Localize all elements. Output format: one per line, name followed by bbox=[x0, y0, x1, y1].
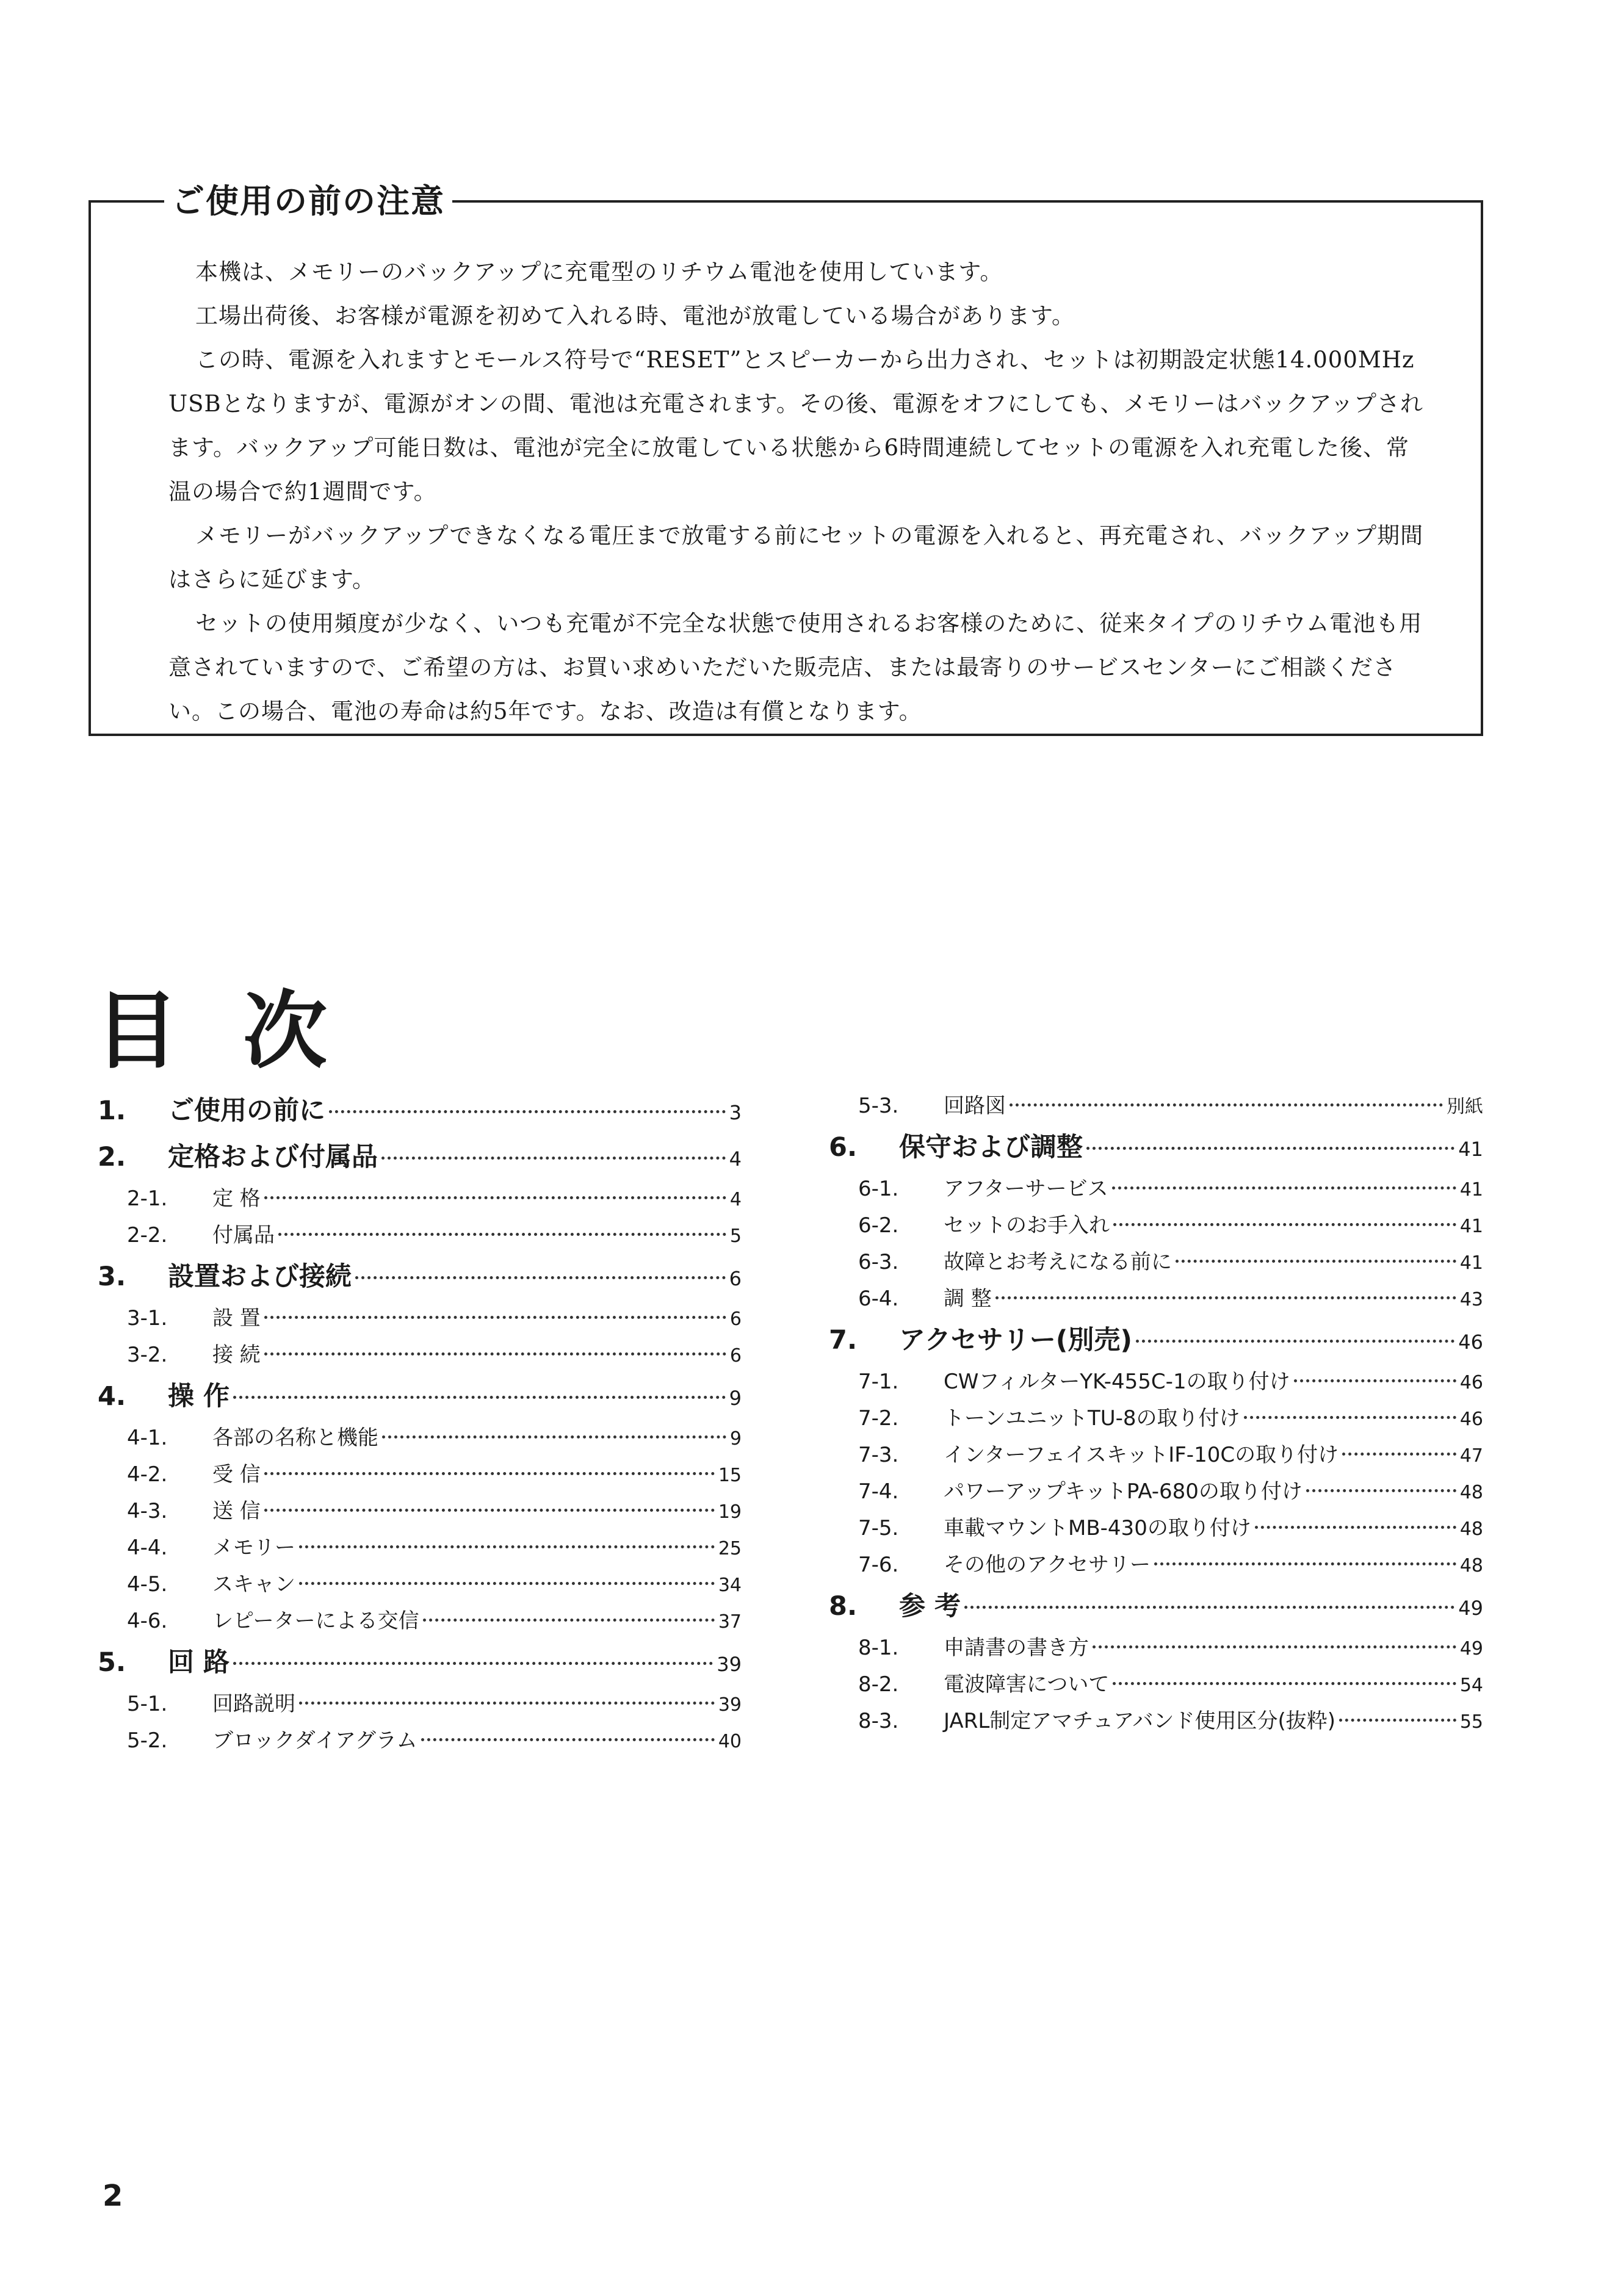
toc-entry-number: 4-2. bbox=[127, 1462, 168, 1487]
toc-leader-dots bbox=[964, 1606, 1454, 1609]
toc-entry-number: 4-4. bbox=[127, 1536, 168, 1560]
toc-entry-number: 8-2. bbox=[858, 1672, 899, 1697]
toc-entry[interactable] bbox=[829, 1244, 1483, 1280]
toc-entry-label: パワーアップキットPA-680の取り付け bbox=[944, 1479, 1302, 1504]
toc-entry-number: 6-1. bbox=[858, 1177, 899, 1201]
toc-entry[interactable] bbox=[98, 1420, 742, 1456]
toc-entry-page: 40 bbox=[718, 1731, 742, 1752]
toc-leader-dots bbox=[423, 1619, 715, 1622]
toc-entry[interactable] bbox=[98, 1529, 742, 1566]
toc-leader-dots bbox=[1136, 1340, 1454, 1343]
toc-entry[interactable] bbox=[98, 1217, 742, 1254]
toc-entry-number: 3-2. bbox=[127, 1343, 168, 1367]
toc-leader-dots bbox=[299, 1582, 715, 1585]
toc-entry-page: 9 bbox=[729, 1428, 742, 1449]
toc-entry-label: レピーターによる交信 bbox=[212, 1609, 419, 1633]
toc-entry-label: 定 格 bbox=[212, 1186, 261, 1211]
toc-entry-label: 設置および接続 bbox=[168, 1262, 352, 1292]
toc-leader-dots bbox=[1244, 1416, 1456, 1419]
toc-leader-dots bbox=[233, 1662, 713, 1665]
notice-paragraph: セットの使用頻度が少なく、いつも充電が不完全な状態で使用されるお客様のために、従来タイプのリチウム電池も用意されていますので、ご希望の方は、お買い求めいただいた販売店、または最寄りのサービスセンターにご相談ください。この場合、電池の寿命は約5年です。なお、改造は有償となります。 bbox=[168, 610, 1423, 724]
page-number: 2 bbox=[103, 2179, 123, 2213]
notice-paragraph: 本機は、メモリーのバックアップに充電型のリチウム電池を使用しています。 bbox=[195, 259, 1003, 285]
toc-leader-dots bbox=[1086, 1147, 1454, 1150]
toc-entry-page: 6 bbox=[729, 1267, 742, 1290]
toc-title: 目次 bbox=[95, 982, 392, 1080]
toc-entry[interactable] bbox=[829, 1400, 1483, 1437]
toc-entry[interactable] bbox=[98, 1300, 742, 1337]
toc-leader-dots bbox=[233, 1396, 726, 1399]
toc-entry-page: 4 bbox=[729, 1147, 742, 1171]
toc-leader-dots bbox=[1113, 1223, 1456, 1226]
toc-entry-label: ご使用の前に bbox=[168, 1096, 325, 1126]
toc-entry-page: 4 bbox=[729, 1189, 742, 1210]
toc-entry[interactable] bbox=[829, 1171, 1483, 1207]
toc-entry-page: 49 bbox=[1458, 1597, 1483, 1620]
toc-entry[interactable] bbox=[98, 1134, 742, 1180]
toc-leader-dots bbox=[421, 1738, 715, 1741]
toc-entry[interactable] bbox=[829, 1547, 1483, 1583]
toc-entry[interactable] bbox=[98, 1603, 742, 1639]
toc-entry[interactable] bbox=[829, 1088, 1483, 1124]
toc-entry-page: 19 bbox=[718, 1501, 742, 1523]
toc-entry-number: 4-1. bbox=[127, 1426, 168, 1450]
toc-entry-page: 15 bbox=[718, 1465, 742, 1486]
toc-entry-label: 車載マウントMB-430の取り付け bbox=[944, 1516, 1251, 1540]
toc-entry-page: 25 bbox=[718, 1538, 742, 1559]
toc-entry-label: JARL制定アマチュアバンド使用区分(抜粋) bbox=[944, 1709, 1336, 1733]
toc-leader-dots bbox=[329, 1110, 726, 1113]
toc-entry-label: 回路説明 bbox=[212, 1692, 295, 1716]
toc-entry-label: その他のアクセサリー bbox=[944, 1553, 1151, 1577]
toc-entry[interactable] bbox=[829, 1317, 1483, 1363]
toc-entry-label: 受 信 bbox=[212, 1462, 261, 1487]
toc-entry[interactable] bbox=[829, 1583, 1483, 1630]
toc-entry-page: 39 bbox=[717, 1653, 742, 1676]
toc-entry-number: 6-3. bbox=[858, 1250, 899, 1274]
toc-entry-page: 6 bbox=[729, 1345, 742, 1366]
toc-leader-dots bbox=[1339, 1719, 1456, 1722]
toc-leader-dots bbox=[1306, 1489, 1456, 1492]
toc-entry-label: 設 置 bbox=[212, 1306, 261, 1330]
toc-entry-page: 9 bbox=[729, 1387, 742, 1410]
toc-entry[interactable] bbox=[98, 1566, 742, 1603]
toc-entry-label: スキャン bbox=[212, 1572, 295, 1597]
toc-entry-label: メモリー bbox=[212, 1536, 295, 1560]
toc-leader-dots bbox=[1093, 1645, 1456, 1648]
toc-entry-page: 48 bbox=[1459, 1555, 1483, 1576]
toc-entry-number: 5-2. bbox=[127, 1728, 168, 1753]
toc-entry[interactable] bbox=[829, 1510, 1483, 1547]
toc-entry-page: 6 bbox=[729, 1309, 742, 1330]
toc-entry-page: 3 bbox=[729, 1101, 742, 1124]
toc-entry-number: 6-4. bbox=[858, 1287, 899, 1311]
toc-entry-page: 48 bbox=[1459, 1518, 1483, 1540]
toc-entry-label: 定格および付属品 bbox=[168, 1142, 378, 1172]
toc-entry[interactable] bbox=[98, 1493, 742, 1529]
toc-entry-number: 6. bbox=[829, 1132, 858, 1163]
toc-entry-number: 7-6. bbox=[858, 1553, 899, 1577]
toc-entry-label: 回 路 bbox=[168, 1647, 229, 1678]
toc-entry-number: 7-2. bbox=[858, 1406, 899, 1431]
toc-entry[interactable] bbox=[98, 1180, 742, 1217]
toc-entry-label: 各部の名称と機能 bbox=[212, 1426, 378, 1450]
notice-paragraph: メモリーがバックアップできなくなる電圧まで放電する前にセットの電源を入れると、再充電され、バックアップ期間はさらに延びます。 bbox=[168, 522, 1424, 593]
toc-entry-page: 43 bbox=[1459, 1289, 1483, 1310]
toc-entry-page: 41 bbox=[1458, 1138, 1483, 1161]
toc-entry-label: トーンユニットTU-8の取り付け bbox=[944, 1406, 1240, 1431]
toc-entry-page: 37 bbox=[718, 1611, 742, 1633]
toc-entry-label: 付属品 bbox=[212, 1223, 275, 1247]
toc-leader-dots bbox=[264, 1509, 715, 1512]
toc-entry-number: 4-6. bbox=[127, 1609, 168, 1633]
toc-entry-label: 回路図 bbox=[944, 1094, 1006, 1118]
toc-entry-number: 6-2. bbox=[858, 1213, 899, 1238]
toc-column-right bbox=[829, 1088, 1483, 1739]
toc-leader-dots bbox=[995, 1296, 1456, 1299]
toc-entry-page: 34 bbox=[718, 1575, 742, 1596]
toc-entry-label: 接 続 bbox=[212, 1343, 261, 1367]
toc-entry-number: 4-5. bbox=[127, 1572, 168, 1597]
toc-entry[interactable] bbox=[829, 1630, 1483, 1666]
toc-entry[interactable] bbox=[829, 1703, 1483, 1739]
toc-leader-dots bbox=[1154, 1562, 1456, 1565]
toc-entry-page: 5 bbox=[729, 1226, 742, 1247]
toc-entry-number: 7-1. bbox=[858, 1370, 899, 1394]
toc-entry[interactable] bbox=[98, 1088, 742, 1134]
toc-entry-label: 送 信 bbox=[212, 1499, 261, 1523]
toc-leader-dots bbox=[1294, 1379, 1456, 1382]
toc-entry[interactable] bbox=[829, 1280, 1483, 1317]
toc-entry[interactable] bbox=[829, 1124, 1483, 1171]
toc-entry-number: 8. bbox=[829, 1591, 858, 1622]
toc-entry-page: 48 bbox=[1459, 1482, 1483, 1503]
toc-entry-page: 46 bbox=[1459, 1372, 1483, 1393]
notice-paragraph: この時、電源を入れますとモールス符号で“RESET”とスピーカーから出力され、セットは初期設定状態14.000MHz USBとなりますが、電源がオンの間、電池は充電されます。その後、電源をオフにしても、メモリーはバックアップされます。バックアップ可能日数は、電池が完全に放電している状態から6時間連続してセットの電源を入れ充電した後、常温の場合で約1週間です。 bbox=[168, 347, 1424, 505]
toc-leader-dots bbox=[299, 1702, 715, 1705]
toc-entry-page: 39 bbox=[718, 1694, 742, 1716]
toc-entry-page: 41 bbox=[1459, 1179, 1483, 1200]
toc-entry-page: 46 bbox=[1459, 1409, 1483, 1430]
toc-entry-label: 故障とお考えになる前に bbox=[944, 1250, 1172, 1274]
toc-entry[interactable] bbox=[98, 1456, 742, 1493]
toc-column-left bbox=[98, 1088, 742, 1759]
notice-title: ご使用の前の注意 bbox=[164, 178, 452, 225]
toc-leader-dots bbox=[1112, 1186, 1456, 1190]
toc-entry-page: 46 bbox=[1458, 1330, 1483, 1354]
toc-entry-number: 7-5. bbox=[858, 1516, 899, 1540]
toc-leader-dots bbox=[1342, 1453, 1456, 1456]
toc-entry-label: 保守および調整 bbox=[899, 1132, 1083, 1163]
toc-leader-dots bbox=[1010, 1103, 1443, 1106]
toc-leader-dots bbox=[278, 1233, 726, 1236]
toc-entry[interactable] bbox=[98, 1686, 742, 1722]
toc-entry-page: 41 bbox=[1459, 1252, 1483, 1274]
toc-entry-label: 操 作 bbox=[168, 1381, 229, 1412]
toc-entry-number: 3-1. bbox=[127, 1306, 168, 1330]
toc-entry-label: ブロックダイアグラム bbox=[212, 1728, 417, 1753]
toc-leader-dots bbox=[382, 1435, 726, 1439]
toc-entry-label: 電波障害について bbox=[944, 1672, 1110, 1697]
toc-entry-number: 1. bbox=[98, 1096, 126, 1126]
toc-entry-number: 7. bbox=[829, 1325, 858, 1356]
toc-entry[interactable] bbox=[98, 1337, 742, 1373]
toc-entry-label: 申請書の書き方 bbox=[944, 1636, 1089, 1660]
toc-entry-number: 5-1. bbox=[127, 1692, 168, 1716]
toc-entry-number: 5-3. bbox=[858, 1094, 899, 1118]
toc-entry-page: 54 bbox=[1459, 1675, 1483, 1696]
toc-entry-label: 調 整 bbox=[944, 1287, 992, 1311]
toc-leader-dots bbox=[1176, 1260, 1456, 1263]
toc-entry[interactable] bbox=[829, 1207, 1483, 1244]
toc-entry-number: 8-3. bbox=[858, 1709, 899, 1733]
toc-entry[interactable] bbox=[98, 1254, 742, 1300]
toc-entry-number: 4. bbox=[98, 1381, 126, 1412]
toc-entry-number: 8-1. bbox=[858, 1636, 899, 1660]
toc-leader-dots bbox=[1255, 1526, 1456, 1529]
toc-leader-dots bbox=[381, 1157, 726, 1160]
toc-entry-number: 5. bbox=[98, 1647, 126, 1678]
toc-entry-number: 2-2. bbox=[127, 1223, 168, 1247]
toc-entry[interactable] bbox=[829, 1437, 1483, 1473]
toc-entry-number: 2-1. bbox=[127, 1186, 168, 1211]
toc-entry-number: 2. bbox=[98, 1142, 126, 1172]
toc-entry-page: 41 bbox=[1459, 1216, 1483, 1237]
toc-leader-dots bbox=[264, 1316, 726, 1319]
notice-box bbox=[89, 182, 1483, 736]
toc-entry-label: CWフィルターYK-455C-1の取り付け bbox=[944, 1370, 1290, 1394]
toc-entry-page: 55 bbox=[1459, 1711, 1483, 1733]
toc-entry-label: セットのお手入れ bbox=[944, 1213, 1110, 1238]
toc-entry-page: 47 bbox=[1459, 1445, 1483, 1467]
toc-entry-number: 3. bbox=[98, 1262, 126, 1292]
toc-entry-number: 7-4. bbox=[858, 1479, 899, 1504]
toc-entry-label: アフターサービス bbox=[944, 1177, 1108, 1201]
toc-leader-dots bbox=[1113, 1682, 1456, 1685]
toc-entry[interactable] bbox=[98, 1722, 742, 1759]
toc-entry[interactable] bbox=[829, 1363, 1483, 1400]
toc-entry-page: 49 bbox=[1459, 1638, 1483, 1659]
toc-entry[interactable] bbox=[829, 1666, 1483, 1703]
toc-leader-dots bbox=[299, 1545, 715, 1548]
toc-leader-dots bbox=[355, 1276, 726, 1279]
toc-entry[interactable] bbox=[829, 1473, 1483, 1510]
toc-entry-number: 4-3. bbox=[127, 1499, 168, 1523]
notice-body bbox=[168, 250, 1426, 734]
toc-leader-dots bbox=[264, 1472, 715, 1475]
toc-entry-number: 7-3. bbox=[858, 1443, 899, 1467]
toc-entry-label: インターフェイスキットIF-10Cの取り付け bbox=[944, 1443, 1339, 1467]
toc-entry-label: 参 考 bbox=[899, 1591, 961, 1622]
toc-entry[interactable] bbox=[98, 1373, 742, 1420]
toc-entry-page: 別紙 bbox=[1447, 1096, 1483, 1117]
notice-paragraph: 工場出荷後、お客様が電源を初めて入れる時、電池が放電している場合があります。 bbox=[195, 303, 1075, 329]
toc-entry-label: アクセサリー(別売) bbox=[899, 1325, 1133, 1356]
toc-leader-dots bbox=[264, 1196, 726, 1199]
toc-leader-dots bbox=[264, 1352, 726, 1356]
toc-entry[interactable] bbox=[98, 1639, 742, 1686]
